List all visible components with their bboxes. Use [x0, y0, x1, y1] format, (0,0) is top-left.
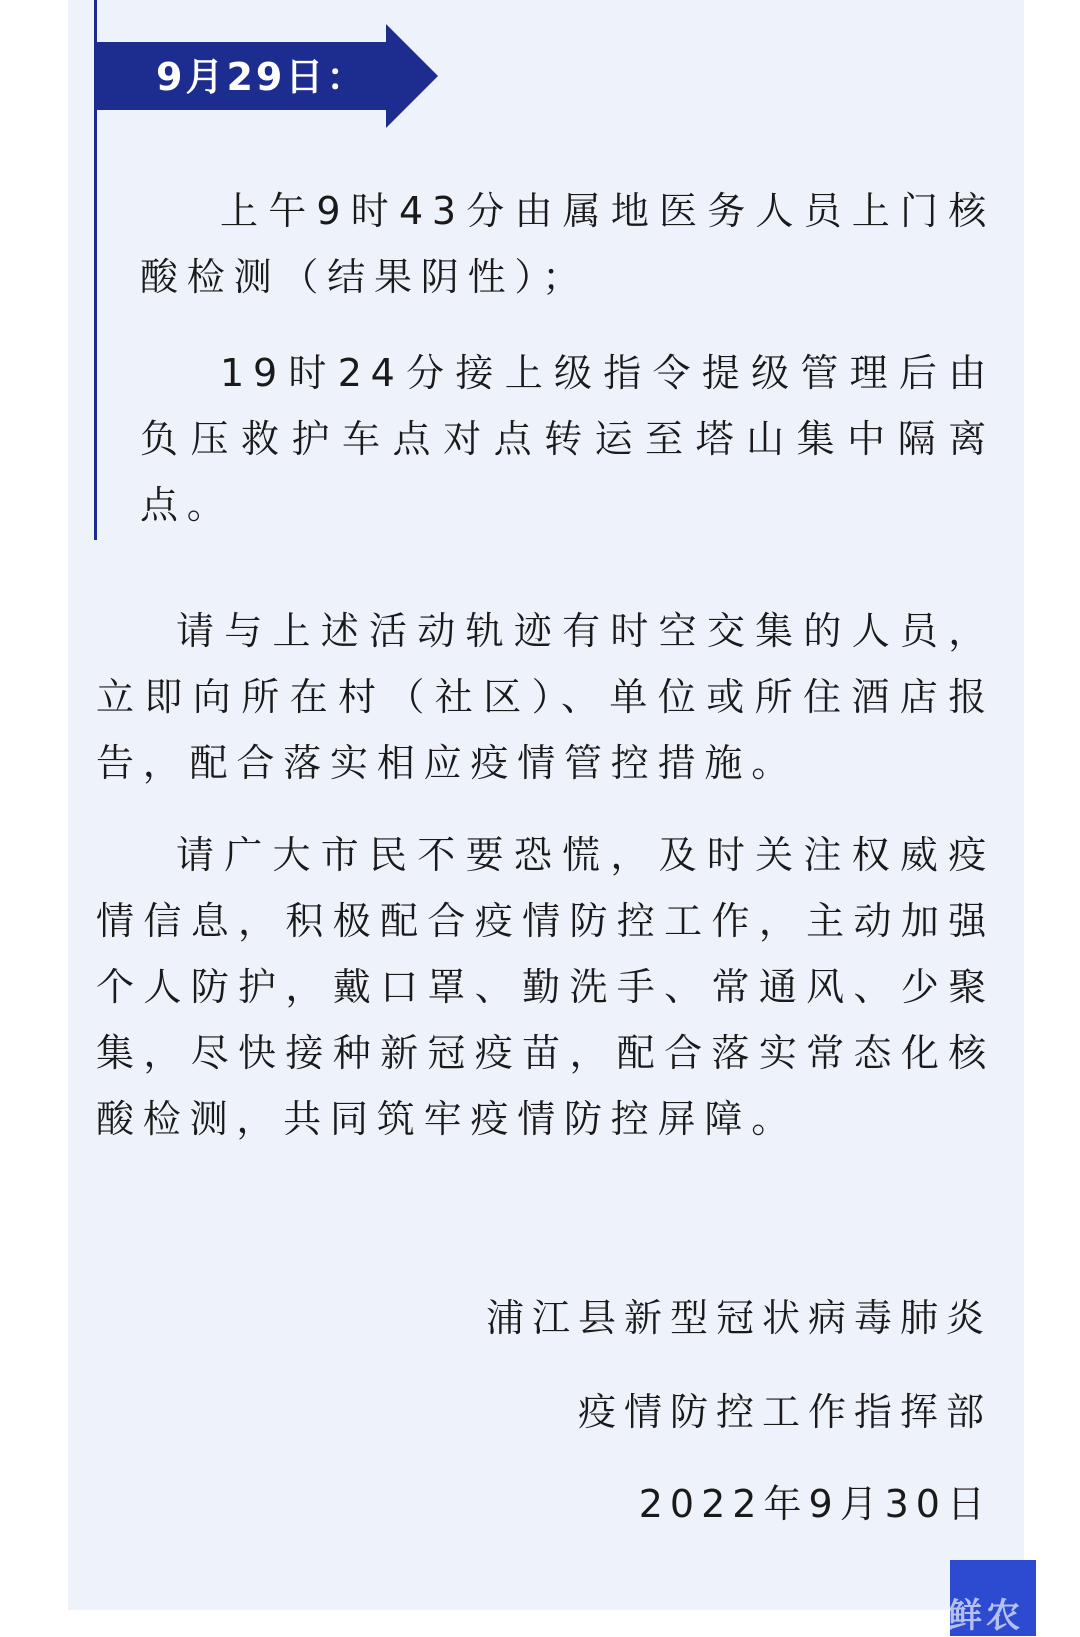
- timeline-entry: 19时24分接上级指令提级管理后由负压救护车点对点转运至塔山集中隔离点。: [140, 351, 995, 527]
- timeline-entry: 上午9时43分由属地医务人员上门核酸检测（结果阴性）；: [140, 189, 995, 299]
- date-banner: [96, 24, 461, 134]
- timeline-date-label: 9月29日：: [156, 55, 368, 99]
- signature-org-line-1: 浦江县新型冠状病毒肺炎: [485, 1296, 992, 1340]
- signature-org-line-2: 疫情防控工作指挥部: [577, 1390, 992, 1434]
- notice-paragraph: 请与上述活动轨迹有时空交集的人员，立即向所在村（社区）、单位或所住酒店报告，配合落实相应疫情管控措施。: [96, 609, 995, 785]
- notice-paragraph: 请广大市民不要恐慌，及时关注权威疫情信息，积极配合疫情防控工作，主动加强个人防护，戴口罩、勤洗手、常通风、少聚集，尽快接种新冠疫苗，配合落实常态化核酸检测，共同筑牢疫情防控屏障。: [96, 833, 995, 1141]
- watermark: 鲜农: [948, 1596, 1024, 1636]
- signature-date: 2022年9月30日: [638, 1482, 992, 1526]
